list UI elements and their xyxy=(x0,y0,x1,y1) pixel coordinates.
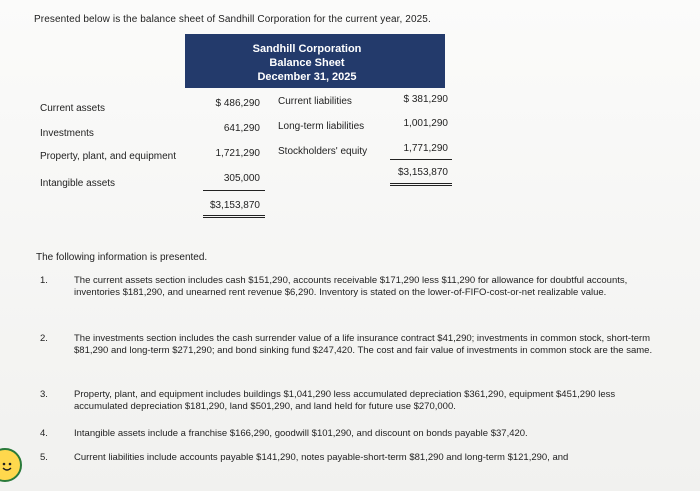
statement-title: Balance Sheet xyxy=(269,57,345,69)
liability-value: 1,771,290 xyxy=(403,143,448,154)
liability-label: Current liabilities xyxy=(278,96,352,107)
intro-text: Presented below is the balance sheet of Sandhill Corporation for the current year, 2025. xyxy=(34,14,431,25)
assets-total: $3,153,870 xyxy=(209,200,260,211)
assets-total-double-rule xyxy=(203,215,265,218)
item-number: 2. xyxy=(40,333,48,344)
liability-label: Stockholders' equity xyxy=(278,146,368,157)
liability-label: Long-term liabilities xyxy=(278,121,365,132)
liabilities-subtotal-rule xyxy=(390,159,452,160)
asset-label: Intangible assets xyxy=(40,178,116,189)
asset-value: $ 486,290 xyxy=(215,98,260,109)
liability-value: 1,001,290 xyxy=(403,118,448,129)
asset-value: 305,000 xyxy=(223,173,260,184)
chat-help-button[interactable] xyxy=(0,448,22,482)
item-number: 1. xyxy=(40,275,48,286)
liabilities-total: $3,153,870 xyxy=(397,167,448,178)
asset-label: Property, plant, and equipment xyxy=(40,151,177,162)
item-text: The investments section includes the cash surrender value of a life insurance contract $41,290; investments in common stock, short-term $81,290 and long-term $271,290; and bond sinking fund $247,420. The cost and fair value of investments in common stock are the same. xyxy=(74,333,653,356)
item-number: 5. xyxy=(40,452,48,463)
liability-value: $ 381,290 xyxy=(403,94,448,105)
asset-label: Current assets xyxy=(40,103,106,114)
statement-date: December 31, 2025 xyxy=(257,71,357,83)
liabilities-total-double-rule xyxy=(390,183,452,186)
asset-label: Investments xyxy=(40,128,94,139)
item-text: Current liabilities include accounts payable $141,290, notes payable-short-term $81,290 and long-term $121,290, and xyxy=(74,452,569,463)
item-number: 3. xyxy=(40,389,48,400)
asset-value: 641,290 xyxy=(223,123,260,134)
assets-subtotal-rule xyxy=(203,190,265,191)
item-text: Intangible assets include a franchise $166,290, goodwill $101,290, and discount on bonds payable $37,420. xyxy=(74,428,528,439)
asset-value: 1,721,290 xyxy=(215,148,260,159)
info-intro: The following information is presented. xyxy=(36,252,208,263)
item-text: Property, plant, and equipment includes buildings $1,041,290 less accumulated depreciation $361,290, equipment $451,290 less accumulated depreciation $181,290, land $501,290, and land held for future use $270,000. xyxy=(74,389,616,412)
company-name: Sandhill Corporation xyxy=(252,43,362,55)
item-text: The current assets section includes cash $151,290, accounts receivable $171,290 less $11,290 for allowance for doubtful accounts, inventories $181,290, and unearned rent revenue $6,290. Inventory is stated on the lower-of-FIFO-cost-or-net realizable value. xyxy=(74,275,628,298)
smiley-icon xyxy=(0,459,14,473)
balance-sheet-header xyxy=(185,34,445,88)
item-number: 4. xyxy=(40,428,48,439)
